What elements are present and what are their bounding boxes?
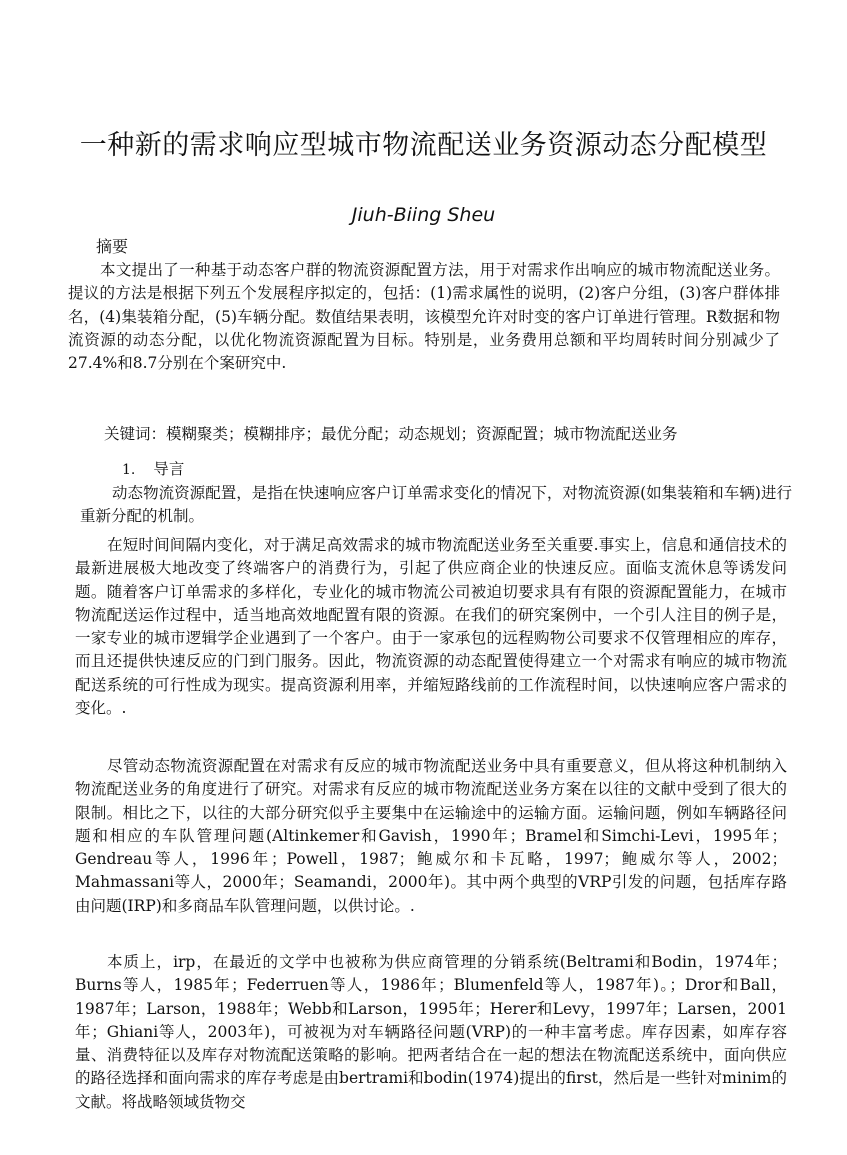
body-paragraph: 在短时间间隔内变化，对于满足高效需求的城市物流配送业务至关重要.事实上，信息和通信技术的最新进展极大地改变了终端客户的消费行为，引起了供应商企业的快速反应。面临支流休息等诱发问题。随着客户订单需求的多样化，专业化的城市物流公司被迫切要求具有有限的资源配置能力，在城市物流配送运作过程中，适当地高效地配置有限的资源。在我们的研究案例中，一个引人注目的例子是，一家专业的城市逻辑学企业遇到了一个客户。由于一家承包的远程购物公司要求不仅管理相应的库存，而且还提供快速反应的门到门服务。因此，物流资源的动态配置使得建立一个对需求有响应的城市物流配送系统的可行性成为现实。提高资源利用率，并缩短路线前的工作流程时间，以快速响应客户需求的变化。. [75, 536, 787, 718]
section-number: 1. [122, 462, 136, 478]
paper-title: 一种新的需求响应型城市物流配送业务资源动态分配模型 [79, 130, 768, 161]
body-paragraph: 动态物流资源配置，是指在快速响应客户订单需求变化的情况下，对物流资源(如集装箱和车辆)进行重新分配的机制。 [80, 484, 792, 526]
keywords-line: 关键词：模糊聚类；模糊排序；最优分配；动态规划；资源配置；城市物流配送业务 [104, 425, 678, 443]
abstract-heading: 摘要 [96, 237, 129, 256]
author-name: Jiuh-Biing Sheu [351, 204, 496, 226]
section-heading [122, 457, 184, 479]
section-title: 导言 [153, 460, 185, 478]
body-paragraph: 尽管动态物流资源配置在对需求有反应的城市物流配送业务中具有重要意义，但从将这种机制纳入物流配送业务的角度进行了研究。对需求有反应的城市物流配送业务方案在以往的文献中受到了很大的限制。相比之下，以往的大部分研究似乎主要集中在运输途中的运输方面。运输问题，例如车辆路径问题和相应的车队管理问题(Altinkemer和Gavish，1990年；Bramel和Simchi-Levi，1995年；Gendreau等人，1996年；Powell，1987；鲍威尔和卡瓦略，1997；鲍威尔等人，2002；Mahmassani等人，2000年；Seamandi，2000年)。其中两个典型的VRP引发的问题，包括库存路由问题(IRP)和多商品车队管理问题，以供讨论。. [75, 757, 787, 915]
abstract-body: 本文提出了一种基于动态客户群的物流资源配置方法，用于对需求作出响应的城市物流配送业务。提议的方法是根据下列五个发展程序拟定的，包括：(1)需求属性的说明，(2)客户分组，(3)客户群体排名，(4)集装箱分配，(5)车辆分配。数值结果表明，该模型允许对时变的客户订单进行管理。R数据和物流资源的动态分配，以优化物流资源配置为目标。特别是，业务费用总额和平均周转时间分别减少了27.4%和8.7分别在个案研究中. [68, 261, 780, 373]
body-paragraph: 本质上，irp，在最近的文学中也被称为供应商管理的分销系统(Beltrami和Bodin，1974年；Burns等人，1985年；Federruen等人，1986年；Blumenfeld等人，1987年)。；Dror和Ball，1987年；Larson，1988年；Webb和Larson，1995年；Herer和Levy，1997年；Larsen，2001年；Ghiani等人，2003年)，可被视为对车辆路径问题(VRP)的一种丰富考虑。库存因素，如库存容量、消费特征以及库存对物流配送策略的影响。把两者结合在一起的想法在物流配送系统中，面向供应的路径选择和面向需求的库存考虑是由bertrami和bodin(1974)提出的ﬁrst，然后是一些针对minim的文献。将战略领域货物交 [75, 953, 787, 1111]
